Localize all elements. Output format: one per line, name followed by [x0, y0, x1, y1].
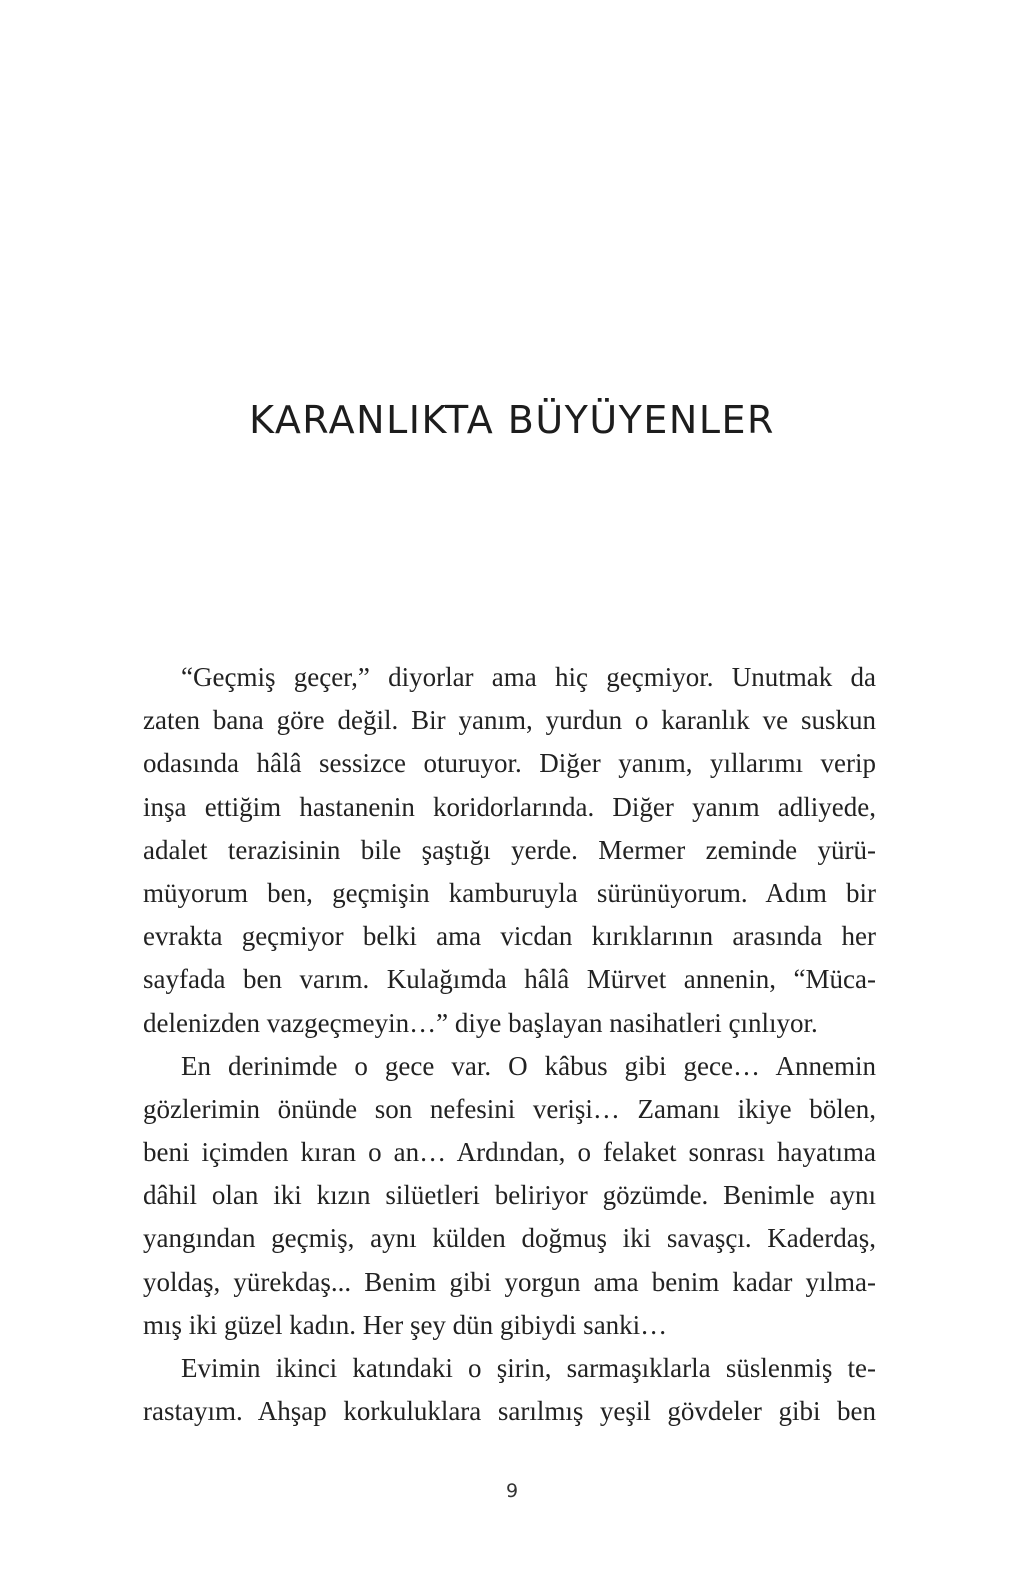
text-line: sayfada ben varım. Kulağımda hâlâ Mürvet annenin, “Müca-: [143, 964, 876, 995]
text-line: “Geçmiş geçer,” diyorlar ama hiç geçmiyor. Unutmak da: [181, 662, 876, 692]
text-line: rastayım. Ahşap korkuluklara sarılmış yeşil gövdeler gibi ben: [143, 1396, 876, 1427]
text-line: mış iki güzel kadın. Her şey dün gibiydi sanki…: [143, 1309, 668, 1340]
text-line: evrakta geçmiyor belki ama vicdan kırıklarının arasında her: [143, 921, 876, 952]
text-line: En derinimde o gece var. O kâbus gibi gece… Annemin: [181, 1050, 876, 1081]
text-line: yangından geçmiş, aynı külden doğmuş iki savaşçı. Kaderdaş,: [143, 1223, 876, 1254]
text-line: Evimin ikinci katındaki o şirin, sarmaşıklarla süslenmiş te-: [181, 1353, 876, 1383]
text-line: odasında hâlâ sessizce oturuyor. Diğer yanım, yıllarımı verip: [143, 748, 876, 779]
text-line: zaten bana göre değil. Bir yanım, yurdun o karanlık ve suskun: [143, 705, 876, 736]
body-text: [143, 656, 876, 1433]
text-line: inşa ettiğim hastanenin koridorlarında. Diğer yanım adliyede,: [143, 791, 876, 822]
text-line: adalet terazisinin bile şaştığı yerde. Mermer zeminde yürü-: [143, 834, 876, 865]
text-line: müyorum ben, geçmişin kamburuyla sürünüyorum. Adım bir: [143, 877, 876, 908]
page-number: 9: [505, 1480, 519, 1502]
text-line: gözlerimin önünde son nefesini verişi… Zamanı ikiye bölen,: [143, 1093, 876, 1124]
text-line: delenizden vazgeçmeyin…” diye başlayan nasihatleri çınlıyor.: [143, 1007, 818, 1038]
chapter-title: KARANLIKTA BÜYÜYENLER: [249, 398, 775, 442]
text-line: yoldaş, yürekdaş... Benim gibi yorgun ama benim kadar yılma-: [143, 1266, 876, 1297]
text-line: beni içimden kıran o an… Ardından, o felaket sonrası hayatıma: [143, 1137, 876, 1168]
text-line: dâhil olan iki kızın silüetleri beliriyor gözümde. Benimle aynı: [143, 1180, 876, 1211]
